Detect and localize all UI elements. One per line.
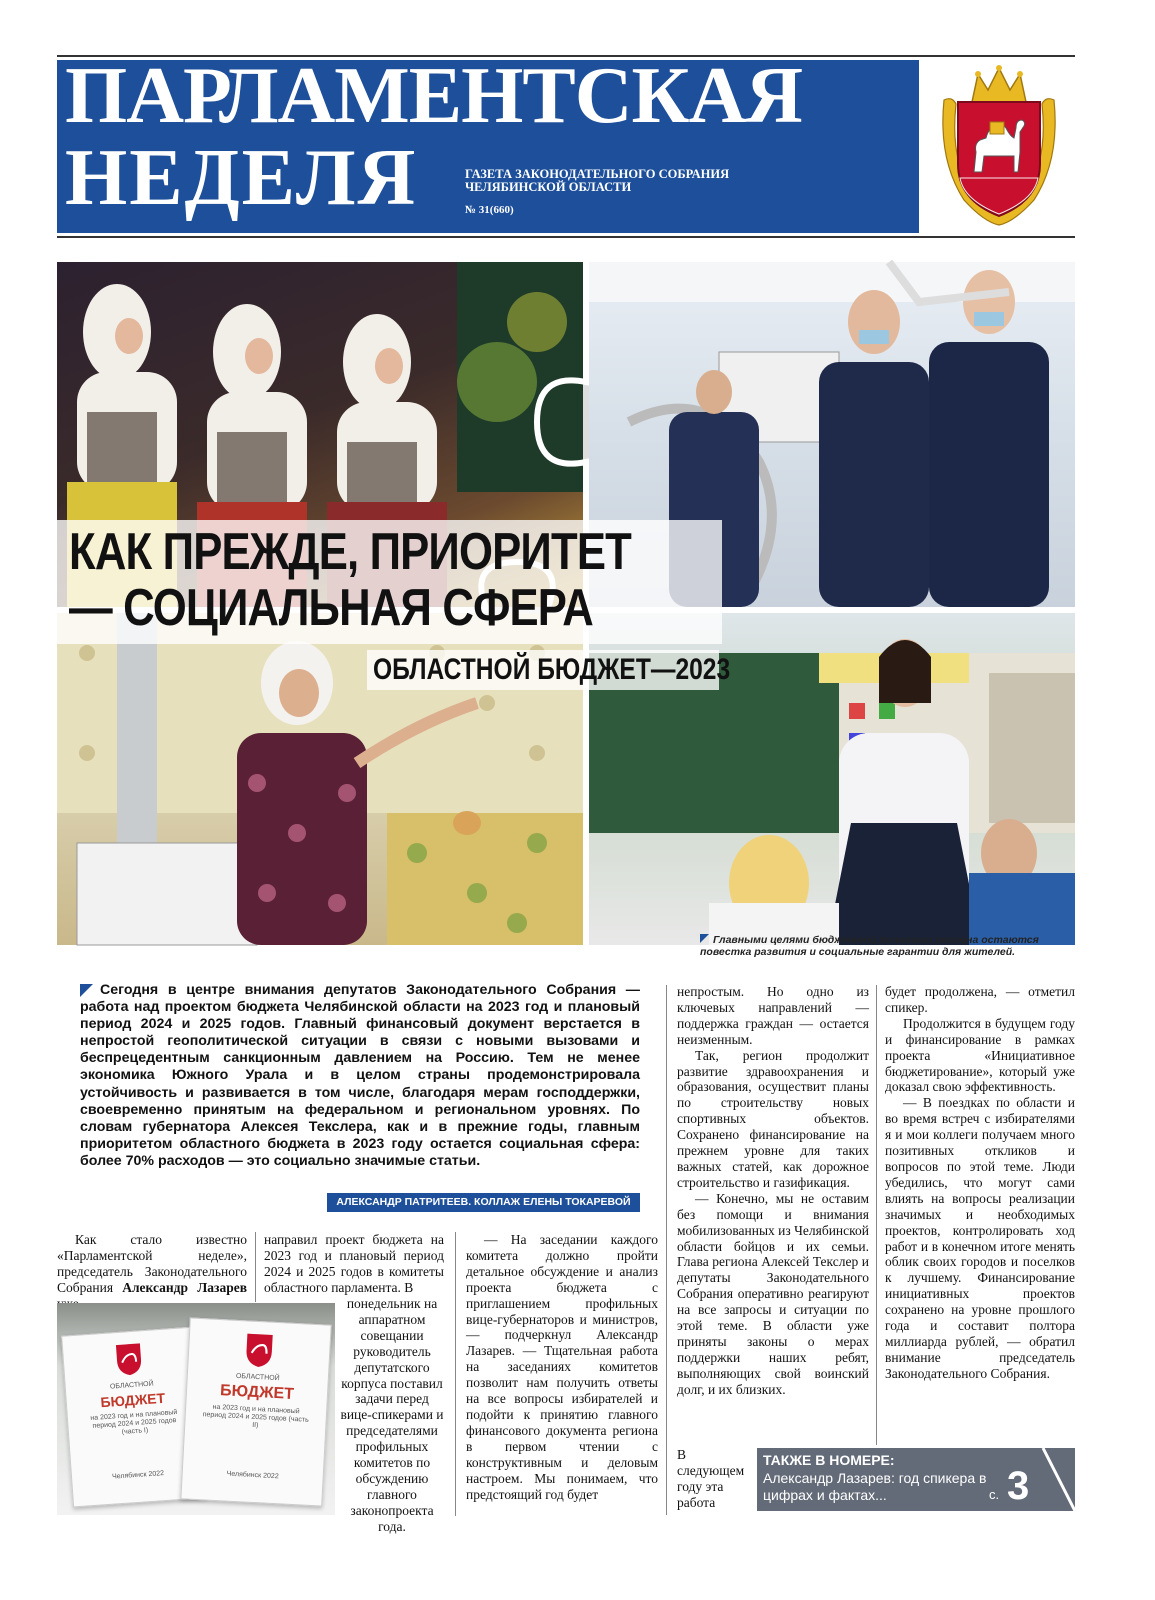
column-divider xyxy=(455,1232,456,1516)
book-title: БЮДЖЕТ xyxy=(99,1389,166,1411)
article-column-1 xyxy=(57,1232,247,1312)
book-title: БЮДЖЕТ xyxy=(219,1382,295,1403)
book-emblem-icon xyxy=(242,1329,276,1369)
col5-p2: Продолжится в будущем году и финансирование в рамках проекта «Инициативное бюджетирование», который уже доказал свою эффективность. xyxy=(885,1015,1075,1095)
book-label: ОБЛАСТНОЙ xyxy=(109,1380,154,1391)
col2-top-text: направил проект бюджета на 2023 год и плановый период 2024 и 2025 годов в комитеты областного парламента. В xyxy=(264,1232,444,1295)
book-emblem-icon xyxy=(113,1339,145,1377)
photo-caption xyxy=(700,934,1112,958)
cover-headline xyxy=(69,523,631,637)
page-number: 3 xyxy=(1007,1464,1030,1508)
col4-tail: В следующем году эта работа xyxy=(677,1447,745,1510)
newspaper-title-line2: НЕДЕЛЯ xyxy=(65,134,418,222)
book-subtitle: на 2023 год и на плановый период 2024 и 2025 годов (часть II) xyxy=(202,1403,309,1430)
also-in-issue-text: Александр Лазарев: год спикера в цифрах и фактах... xyxy=(763,1470,987,1503)
col1-pre: Как стало известно «Парламентской неделе», председатель Законодательного Собрания xyxy=(57,1232,247,1295)
column-divider xyxy=(876,985,877,1445)
budget-documents-photo xyxy=(57,1303,335,1515)
headline-line2: — СОЦИАЛЬНАЯ СФЕРА xyxy=(69,579,593,637)
author-credit: АЛЕКСАНДР ПАТРИТЕЕВ. КОЛЛАЖ ЕЛЕНЫ ТОКАРЕВОЙ xyxy=(327,1193,640,1212)
lead-paragraph: Сегодня в центре внимания депутатов Законодательного Собрания — работа над проектом бюджета Челябинской области на 2023 год и плановый период 2024 и 2025 годов. Главный финансовый документ верстается в непростой геополитической ситуации в связи с новыми вызовами и беспрецедентным санкционным давлением на Россию. Тем не менее экономика Южного Урала и в целом страны продемонстрировала устойчивость и развивается в том числе, благодаря мерам господдержки, своевременно принятым на федеральном и региональном уровнях. По словам губернатора Алексея Текслера, как и в прежние годы, главным приоритетом областного бюджета в 2023 году остается социальная сфера: более 70% расходов — это социально значимые статьи. xyxy=(80,982,640,1169)
article-column-5 xyxy=(885,984,1075,1382)
caption-line2: повестка развития и социальные гарантии для жителей. xyxy=(700,946,1016,958)
article-column-4-tail xyxy=(677,1447,745,1511)
masthead-bottom-rule xyxy=(57,236,1075,238)
col4-p2: Так, регион продолжит развитие здравоохранения и образования, осуществит планы по строительству новых спортивных объектов. Сохранено финансирование на прежнем уровне для таких важных статей, как дорожное строительство и газификация. xyxy=(677,1047,869,1190)
book-label: ОБЛАСТНОЙ xyxy=(235,1372,280,1383)
subtitle-line2: ЧЕЛЯБИНСКОЙ ОБЛАСТИ xyxy=(465,180,632,194)
article-column-3 xyxy=(466,1232,658,1502)
column-divider xyxy=(255,1232,256,1302)
cover-photo-collage xyxy=(57,262,1075,958)
col5-p3: — В поездках по области и во время встреч с избирателями я и мои коллеги получаем много позитивных откликов и вопросов по этой теме. Люди убедились, что могут сами влиять на вопросы реализации значимых и необходимых проектов, контролировать ход работ и в конечном итоге менять облик своих городов и поселков к лучшему. Финансирование инициативных проектов сохранено на уровне прошлого года и составит полтора миллиарда рублей, — обратил внимание председатель Законодательного Собрания. xyxy=(885,1095,1075,1381)
book-city: Челябинск 2022 xyxy=(226,1470,279,1481)
page-prefix: с. xyxy=(989,1487,1000,1502)
column-divider xyxy=(666,985,667,1515)
col3-text: — На заседании каждого комитета должно пройти детальное обсуждение и анализ проекта бюджета с приглашением профильных вице-губернаторов и министров, — подчеркнул Александр Лазарев. — Тщательная работа на заседаниях комитетов позволит нам получить ответы на все вопросы избирателей и подойти к принятию главного финансового документа региона в первом чтении с конструктивным и деловым настроем. Мы понимаем, что предстоящий год будет xyxy=(466,1232,658,1502)
masthead xyxy=(57,52,919,233)
caption-marker-icon xyxy=(700,934,709,943)
chelyabinsk-coat-of-arms-icon xyxy=(934,60,1064,230)
caption-line1: Главными целями бюджетной политики региона остаются xyxy=(713,934,1039,946)
col2-narrow-text: понедельник на аппаратном совещании руководитель депутатского корпуса поставил задачи перед вице-спикерами и председателями профильных комитетов по обсуждению главного законопроекта года. xyxy=(340,1296,444,1534)
headline-line1: КАК ПРЕЖДЕ, ПРИОРИТЕТ xyxy=(69,523,631,581)
also-in-issue-heading: ТАКЖЕ В НОМЕРЕ: xyxy=(763,1452,895,1468)
book-subtitle: на 2023 год и на плановый период 2024 и 2025 годов (часть I) xyxy=(90,1408,178,1436)
newspaper-subtitle xyxy=(465,168,729,194)
subtitle-line1: ГАЗЕТА ЗАКОНОДАТЕЛЬНОГО СОБРАНИЯ xyxy=(465,167,730,181)
book-city: Челябинск 2022 xyxy=(111,1470,165,1481)
budget-book-part2 xyxy=(180,1317,331,1506)
col4-p3: — Конечно, мы не оставим без помощи и внимания мобилизованных из Челябинской области бойцов и их семьи. Глава региона Алексей Текслер и депутаты Законодательного Собрания оперативно реагируют на все запросы и ситуации по этой теме. В области уже приняты законы о мерах поддержки наших ребят, выполняющих свой воинский долг, и их близких. xyxy=(677,1190,869,1397)
corner-slash-icon xyxy=(1039,1448,1075,1511)
article-column-2-top xyxy=(264,1232,444,1296)
article-column-2-narrow xyxy=(340,1296,444,1535)
newspaper-title-line1: ПАРЛАМЕНТСКАЯ xyxy=(65,52,803,140)
also-in-issue-box[interactable] xyxy=(757,1448,1075,1511)
col4-p1: непростым. Но одно из ключевых направлений — поддержка граждан — остается неизменным. xyxy=(677,984,869,1047)
col5-p1: будет продолжена, — отметил спикер. xyxy=(885,984,1075,1015)
speaker-name: Александр Лазарев xyxy=(122,1279,247,1295)
cover-kicker: ОБЛАСТНОЙ БЮДЖЕТ—2023 xyxy=(373,653,731,686)
article-column-4 xyxy=(677,984,869,1398)
issue-number: № 31(660) xyxy=(465,204,514,216)
